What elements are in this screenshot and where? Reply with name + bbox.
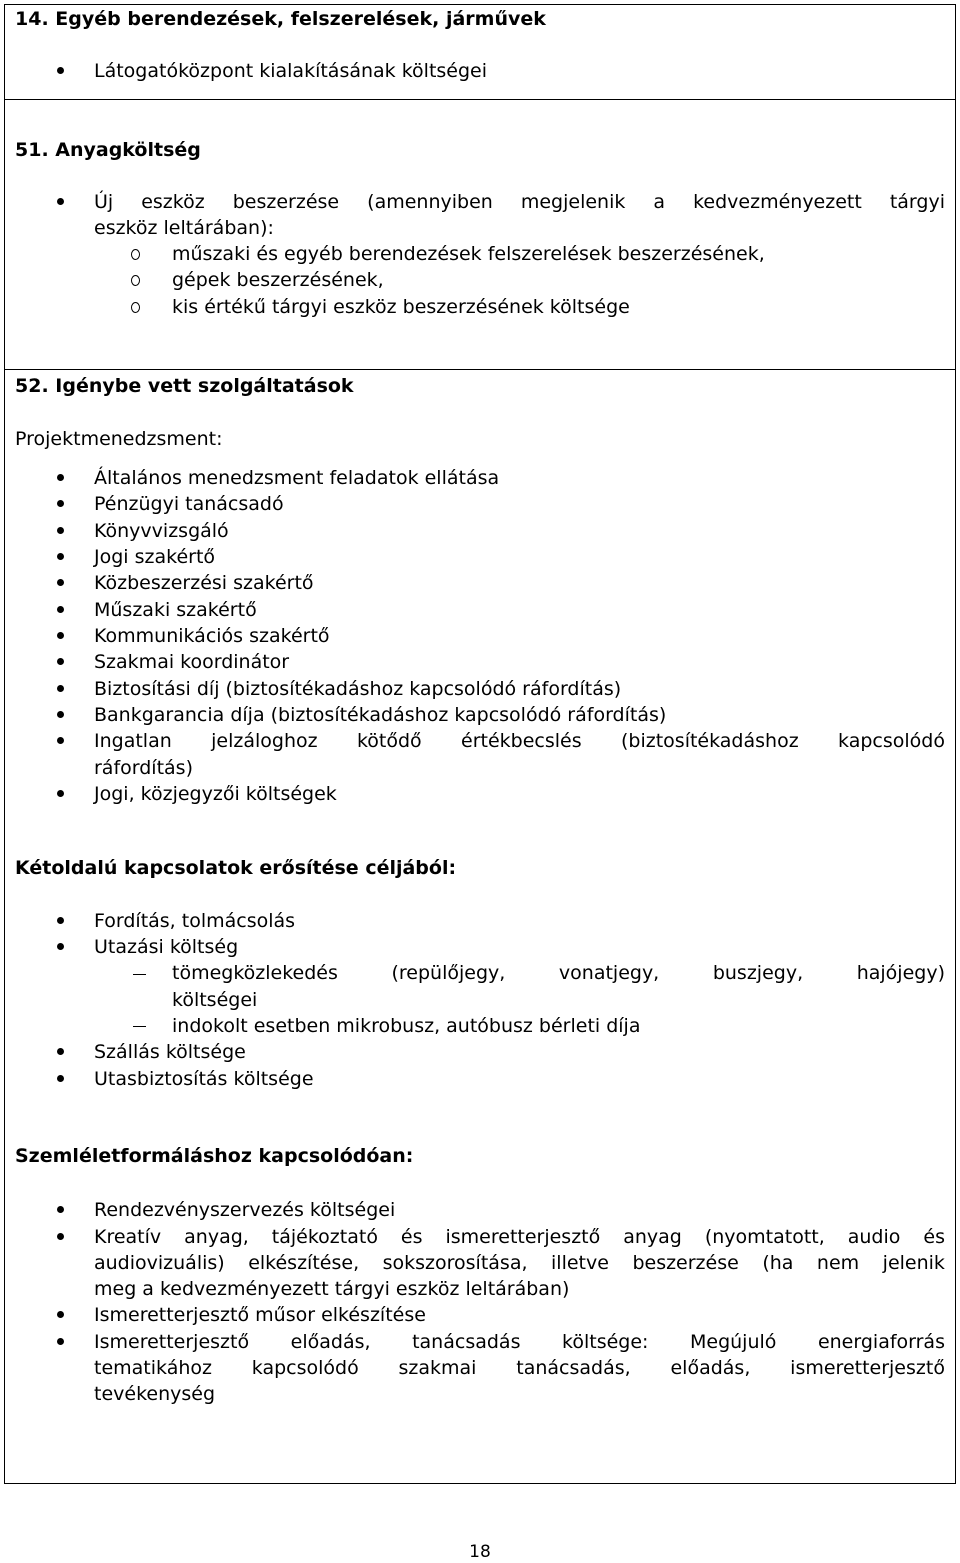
bilat-sub-1-line-1	[172, 960, 945, 986]
pm-item-5: Közbeszerzési szakértő	[94, 572, 314, 594]
pm-item-7: Kommunikációs szakértő	[94, 625, 330, 647]
bullet-icon	[57, 553, 64, 560]
bullet-icon	[57, 1233, 64, 1240]
s51-subitem-2: gépek beszerzésének,	[172, 269, 384, 291]
word: anyag	[623, 1226, 682, 1248]
bilat-item-1: Fordítás, tolmácsolás	[94, 910, 296, 932]
s51-subitem-3: kis értékű tárgyi eszköz beszerzésének költsége	[172, 296, 630, 318]
word: sokszorosítása,	[382, 1252, 528, 1274]
word: kapcsolódó	[251, 1357, 359, 1379]
bullet-icon	[57, 790, 64, 797]
sz-item-4-line-2	[94, 1355, 945, 1381]
word: tanácsadás,	[516, 1357, 631, 1379]
word: beszerzése	[232, 191, 340, 213]
word: kedvezményezett	[693, 191, 862, 213]
bullet-icon	[57, 1206, 64, 1213]
projektmenedzsment-title: Projektmenedzsment:	[15, 428, 223, 450]
word: költsége:	[562, 1331, 649, 1353]
word: (ha	[762, 1252, 794, 1274]
bullet-icon	[57, 198, 64, 205]
pm-item-3: Könyvvizsgáló	[94, 520, 229, 542]
word: ismeretterjesztő	[790, 1357, 945, 1379]
circle-bullet-icon	[131, 249, 140, 260]
word: a	[653, 191, 666, 213]
word: tematikához	[94, 1357, 212, 1379]
sz-item-2-line-1	[94, 1224, 945, 1250]
word: jelenik	[882, 1252, 945, 1274]
word: tájékoztató	[271, 1226, 378, 1248]
s51-intro-line-1	[94, 189, 945, 215]
dash-bullet-icon	[133, 974, 146, 975]
pm-ingatlan-line-1	[94, 728, 945, 754]
word: értékbecslés	[461, 730, 582, 752]
pm-item-1: Általános menedzsment feladatok ellátása	[94, 467, 500, 489]
bullet-icon	[57, 711, 64, 718]
word: Új	[94, 191, 114, 213]
word: Ingatlan	[94, 730, 172, 752]
word: (biztosítékadáshoz	[621, 730, 799, 752]
pm-item-8: Szakmai koordinátor	[94, 651, 290, 673]
word: (nyomtatott,	[704, 1226, 825, 1248]
bullet-icon	[57, 1338, 64, 1345]
word: beszerzése	[632, 1252, 739, 1274]
section-51-heading: 51. Anyagköltség	[15, 139, 201, 161]
word: Megújuló	[689, 1331, 777, 1353]
word: hajójegy)	[856, 962, 945, 984]
sz-item-4-line-1	[94, 1329, 945, 1355]
sz-item-4-line-3: tevékenység	[94, 1383, 216, 1405]
bullet-icon	[57, 67, 64, 74]
word: (amennyiben	[367, 191, 493, 213]
word: (repülőjegy,	[391, 962, 506, 984]
bilat-sub-2: indokolt esetben mikrobusz, autóbusz bérleti díja	[172, 1015, 641, 1037]
bullet-icon	[57, 474, 64, 481]
sz-item-1: Rendezvényszervezés költségei	[94, 1199, 396, 1221]
bullet-icon	[57, 527, 64, 534]
bilat-item-2: Utazási költség	[94, 936, 239, 958]
bullet-icon	[57, 632, 64, 639]
circle-bullet-icon	[131, 275, 140, 286]
word: audio	[847, 1226, 901, 1248]
pm-item-9: Biztosítási díj (biztosítékadáshoz kapcsolódó ráfordítás)	[94, 678, 622, 700]
sz-item-2-line-3: meg a kedvezményezett tárgyi eszköz leltárában)	[94, 1278, 570, 1300]
pm-item-last: Jogi, közjegyzői költségek	[94, 783, 337, 805]
bullet-icon	[57, 943, 64, 950]
word: előadás,	[670, 1357, 751, 1379]
bullet-icon	[57, 1048, 64, 1055]
word: vonatjegy,	[558, 962, 660, 984]
word: és	[923, 1226, 945, 1248]
word: ismeretterjesztő	[445, 1226, 601, 1248]
pm-item-6: Műszaki szakértő	[94, 599, 257, 621]
bullet-icon	[57, 606, 64, 613]
sz-item-2-line-2	[94, 1250, 945, 1276]
circle-bullet-icon	[131, 302, 140, 313]
word: illetve	[551, 1252, 609, 1274]
sz-item-3: Ismeretterjesztő műsor elkészítése	[94, 1304, 426, 1326]
bilat-sub-1-line-2: költségei	[172, 989, 258, 1011]
bilat-item-4: Utasbiztosítás költsége	[94, 1068, 314, 1090]
word: jelzáloghoz	[211, 730, 318, 752]
bilat-item-3: Szállás költsége	[94, 1041, 246, 1063]
word: elkészítése,	[248, 1252, 360, 1274]
word: szakmai	[398, 1357, 477, 1379]
section-52-heading: 52. Igénybe vett szolgáltatások	[15, 375, 354, 397]
bullet-icon	[57, 500, 64, 507]
bullet-icon	[57, 737, 64, 744]
pm-item-10: Bankgarancia díja (biztosítékadáshoz kapcsolódó ráfordítás)	[94, 704, 667, 726]
word: audiovizuális)	[94, 1252, 225, 1274]
word: eszköz	[141, 191, 205, 213]
section-14-heading: 14. Egyéb berendezések, felszerelések, járművek	[15, 8, 546, 30]
pm-item-2: Pénzügyi tanácsadó	[94, 493, 284, 515]
word: nem	[816, 1252, 860, 1274]
s51-intro-line-2: eszköz leltárában):	[94, 217, 274, 239]
word: anyag,	[184, 1226, 249, 1248]
bilateral-title: Kétoldalú kapcsolatok erősítése céljából:	[15, 857, 457, 879]
bullet-icon	[57, 579, 64, 586]
word: Ismeretterjesztő	[94, 1331, 250, 1353]
word: tanácsadás	[412, 1331, 521, 1353]
bullet-icon	[57, 658, 64, 665]
word: és	[400, 1226, 423, 1248]
bullet-icon	[57, 685, 64, 692]
word: előadás,	[290, 1331, 371, 1353]
s14-item-1: Látogatóközpont kialakításának költségei	[94, 60, 488, 82]
section-divider-1	[4, 99, 956, 100]
word: megjelenik	[520, 191, 626, 213]
bullet-icon	[57, 917, 64, 924]
dash-bullet-icon	[133, 1026, 146, 1027]
pm-item-4: Jogi szakértő	[94, 546, 216, 568]
word: buszjegy,	[712, 962, 804, 984]
szemlelet-title: Szemléletformáláshoz kapcsolódóan:	[15, 1145, 414, 1167]
word: energiaforrás	[817, 1331, 945, 1353]
bullet-icon	[57, 1075, 64, 1082]
page-number: 18	[469, 1542, 491, 1562]
word: Kreatív	[94, 1226, 162, 1248]
s51-subitem-1: műszaki és egyéb berendezések felszerelések beszerzésének,	[172, 243, 765, 265]
pm-ingatlan-line-2: ráfordítás)	[94, 757, 193, 779]
word: kapcsolódó	[838, 730, 945, 752]
word: tárgyi	[889, 191, 945, 213]
section-divider-2	[4, 369, 956, 370]
word: kötődő	[356, 730, 422, 752]
word: tömegközlekedés	[172, 962, 338, 984]
bullet-icon	[57, 1311, 64, 1318]
